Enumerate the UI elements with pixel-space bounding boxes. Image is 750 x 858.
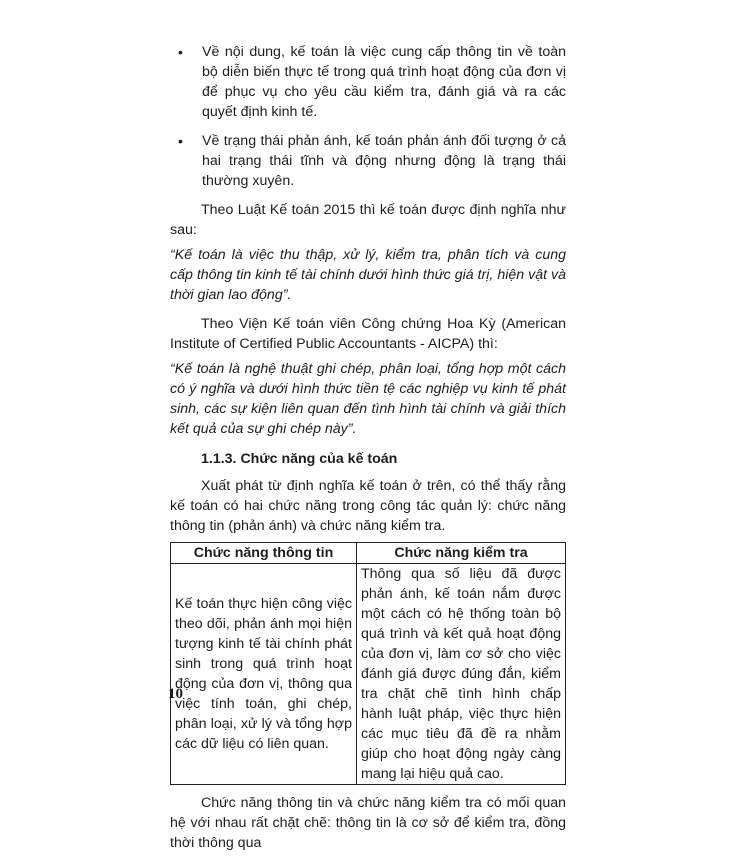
bullet-marker: • [178,133,183,149]
aicpa-intro-paragraph: Theo Viện Kế toán viên Công chứng Hoa Kỳ (American Institute of Certified Public Accountants - AICPA) thì: [170,316,566,352]
table-header-control: Chức năng kiểm tra [357,543,566,564]
bullet-item [170,131,566,191]
bullet-marker: • [178,44,183,60]
page-number: 10 [168,686,183,702]
bullet-text: Về nội dung, kế toán là việc cung cấp thông tin về toàn bộ diễn biến thực tế trong quá trình hoạt động của đơn vị để phục vụ cho yêu cầu kiểm tra, đánh giá và ra các quyết định kinh tế. [202,44,566,120]
law-definition-quote: “Kế toán là việc thu thập, xử lý, kiểm tra, phân tích và cung cấp thông tin kinh tế tài chính dưới hình thức giá trị, hiện vật và thời gian lao động”. [170,247,566,303]
closing-paragraph: Chức năng thông tin và chức năng kiểm tra có mối quan hệ với nhau rất chặt chẽ: thông tin là cơ sở để kiểm tra, đồng thời thông qua [170,795,566,851]
bullet-item [170,42,566,122]
page-content [170,42,566,858]
table-cell-control: Thông qua số liệu đã được phản ánh, kế toán nắm được một cách có hệ thống toàn bộ quá trình và kết quả hoạt động của đơn vị, làm cơ sở cho việc đánh giá được đúng đắn, kiểm tra chặt chẽ tình hình chấp hành luật pháp, việc thực hiện các mục tiêu đã đề ra nhằm giúp cho hoạt động ngày càng mang lại hiệu quả cao. [357,564,566,785]
bullet-text: Về trạng thái phản ánh, kế toán phản ánh đối tượng ở cả hai trạng thái tĩnh và động nhưng động là trạng thái thường xuyên. [202,133,566,189]
law-intro-paragraph: Theo Luật Kế toán 2015 thì kế toán được định nghĩa như sau: [170,202,566,238]
aicpa-definition-quote: “Kế toán là nghệ thuật ghi chép, phân loại, tổng hợp một cách có ý nghĩa và dưới hình thức tiền tệ các nghiệp vụ kinh tế phát sinh, các sự kiện liên quan đến tình hình tài chính và giải thích kết quả của sự ghi chép này”. [170,361,566,437]
table-header-information: Chức năng thông tin [171,543,357,564]
section-intro-paragraph: Xuất phát từ định nghĩa kế toán ở trên, có thể thấy rằng kế toán có hai chức năng trong công tác quản lý: chức năng thông tin (phản ánh) và chức năng kiểm tra. [170,478,566,534]
table-header-row [171,543,566,564]
section-heading: 1.1.3. Chức năng của kế toán [201,451,398,467]
table-cell-information: Kế toán thực hiện công việc theo dõi, phản ánh mọi hiện tượng kinh tế tài chính phát sinh trong quá trình hoạt động của đơn vị, thông qua việc tính toán, ghi chép, phân loại, xử lý và tổng hợp các dữ liệu có liên quan. [171,564,357,785]
table-row [171,564,566,785]
functions-comparison-table [170,542,566,785]
